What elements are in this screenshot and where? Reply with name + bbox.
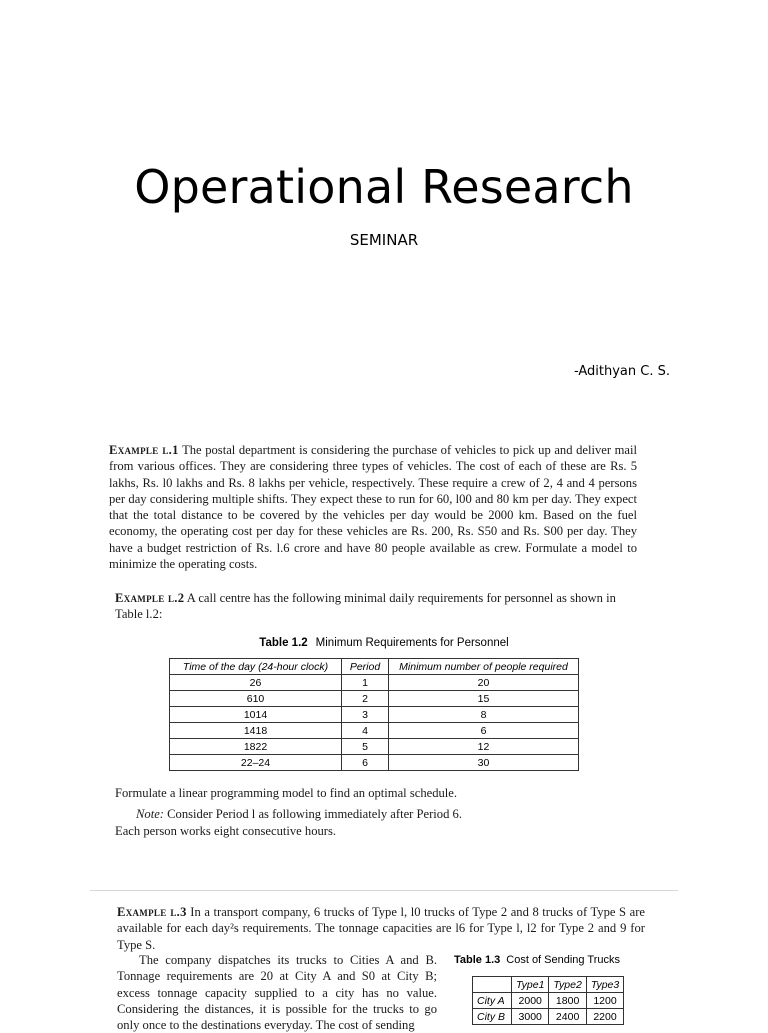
example-3-text: In a transport company, 6 trucks of Type l, l0 trucks of Type 2 and 8 trucks of Type S are available for each day²s requirements. The tonnage capacities are l6 for Type l, l2 for Type 2 and 9 for Type S. <box>117 905 645 952</box>
table-cell: 610 <box>170 691 342 707</box>
example-2-text: A call centre has the following minimal daily requirements for personnel as shown in Table l.2: <box>115 591 616 622</box>
column-header <box>473 977 512 993</box>
column-header: Type1 <box>512 977 549 993</box>
example-3 <box>117 904 645 953</box>
table-row <box>170 707 579 723</box>
table-cell: 8 <box>389 707 579 723</box>
table-row <box>170 755 579 771</box>
table-header-row <box>170 659 579 675</box>
column-header: Time of the day (24-hour clock) <box>170 659 342 675</box>
table-cell: 1014 <box>170 707 342 723</box>
table-cell: 1418 <box>170 723 342 739</box>
table-1-2-caption <box>0 637 768 649</box>
example-3-label: Example l.3 <box>117 905 187 919</box>
example-2 <box>115 590 645 623</box>
table-cell: 30 <box>389 755 579 771</box>
table-cell: 6 <box>342 755 389 771</box>
table-1-2-label: Table 1.2 <box>259 637 308 649</box>
table-cell: 2400 <box>549 1009 586 1025</box>
table-cell: 3 <box>342 707 389 723</box>
table-row <box>473 1009 624 1025</box>
table-cell: 1 <box>342 675 389 691</box>
document-author: -Adithyan C. S. <box>573 364 670 379</box>
example-2-note-continued: Each person works eight consecutive hours. <box>115 824 337 838</box>
table-row <box>170 723 579 739</box>
section-divider <box>90 890 678 891</box>
table-cell: 26 <box>170 675 342 691</box>
table-row <box>170 675 579 691</box>
table-cell: 2000 <box>512 993 549 1009</box>
table-cell: 1822 <box>170 739 342 755</box>
table-cell: 12 <box>389 739 579 755</box>
table-cell: 6 <box>389 723 579 739</box>
table-cell: 2200 <box>586 1009 623 1025</box>
table-cell: City B <box>473 1009 512 1025</box>
table-cell: 2 <box>342 691 389 707</box>
note-text: Consider Period l as following immediately after Period 6. <box>167 807 462 821</box>
personnel-requirements-table <box>169 658 579 771</box>
example-3-paragraph <box>117 952 437 1033</box>
example-1-label: Example l.1 <box>109 443 179 457</box>
table-cell: 22–24 <box>170 755 342 771</box>
document-title: Operational Research <box>134 160 634 214</box>
table-cell: 1200 <box>586 993 623 1009</box>
table-row <box>170 739 579 755</box>
table-row <box>473 993 624 1009</box>
table-cell: 15 <box>389 691 579 707</box>
column-header: Type2 <box>549 977 586 993</box>
table-1-3-label: Table 1.3 <box>454 954 501 966</box>
column-header: Type3 <box>586 977 623 993</box>
column-header: Minimum number of people required <box>389 659 579 675</box>
table-cell: 4 <box>342 723 389 739</box>
note-label: Note: <box>136 807 164 821</box>
table-1-3-caption <box>454 954 654 966</box>
example-3-para2: The company dispatches its trucks to Cities A and B. Tonnage requirements are 20 at City A and S0 at City B; excess tonnage capacity supplied to a city has no value. Considering the distances, it is possible for the trucks to go only once to the destinations everyday. The cost of sending <box>117 953 437 1033</box>
table-cell: 3000 <box>512 1009 549 1025</box>
example-2-note <box>136 806 646 822</box>
table-1-2-title: Minimum Requirements for Personnel <box>315 637 509 649</box>
example-2-footer: Formulate a linear programming model to find an optimal schedule. <box>115 786 458 800</box>
table-cell: 1800 <box>549 993 586 1009</box>
document-subtitle: SEMINAR <box>349 231 419 249</box>
example-2-label: Example l.2 <box>115 591 185 605</box>
table-cell: City A <box>473 993 512 1009</box>
table-header-row <box>473 977 624 993</box>
table-cell: 5 <box>342 739 389 755</box>
table-row <box>170 691 579 707</box>
truck-cost-table <box>472 976 624 1025</box>
example-1-text: The postal department is considering the purchase of vehicles to pick up and deliver mail from various offices. They are considering three types of vehicles. The cost of each of these are Rs. 5 lakhs, Rs. l0 lakhs and Rs. 8 lakhs per vehicle, respectively. These require a crew of 2, 4 and 4 persons per day considering multiple shifts. They expect these to run for 60, l00 and 80 km per day. They expect that the total distance to be covered by the vehicles per day would be 2000 km. Based on the fuel economy, the operating cost per day for these vehicles are Rs. 200, Rs. S50 and Rs. S00 per day. They have a budget restriction of Rs. l.6 crore and have 80 people available as crew. Formulate a model to minimize the operating costs. <box>109 443 637 572</box>
column-header: Period <box>342 659 389 675</box>
table-1-3-title: Cost of Sending Trucks <box>506 954 620 966</box>
table-cell: 20 <box>389 675 579 691</box>
example-1 <box>109 442 637 572</box>
